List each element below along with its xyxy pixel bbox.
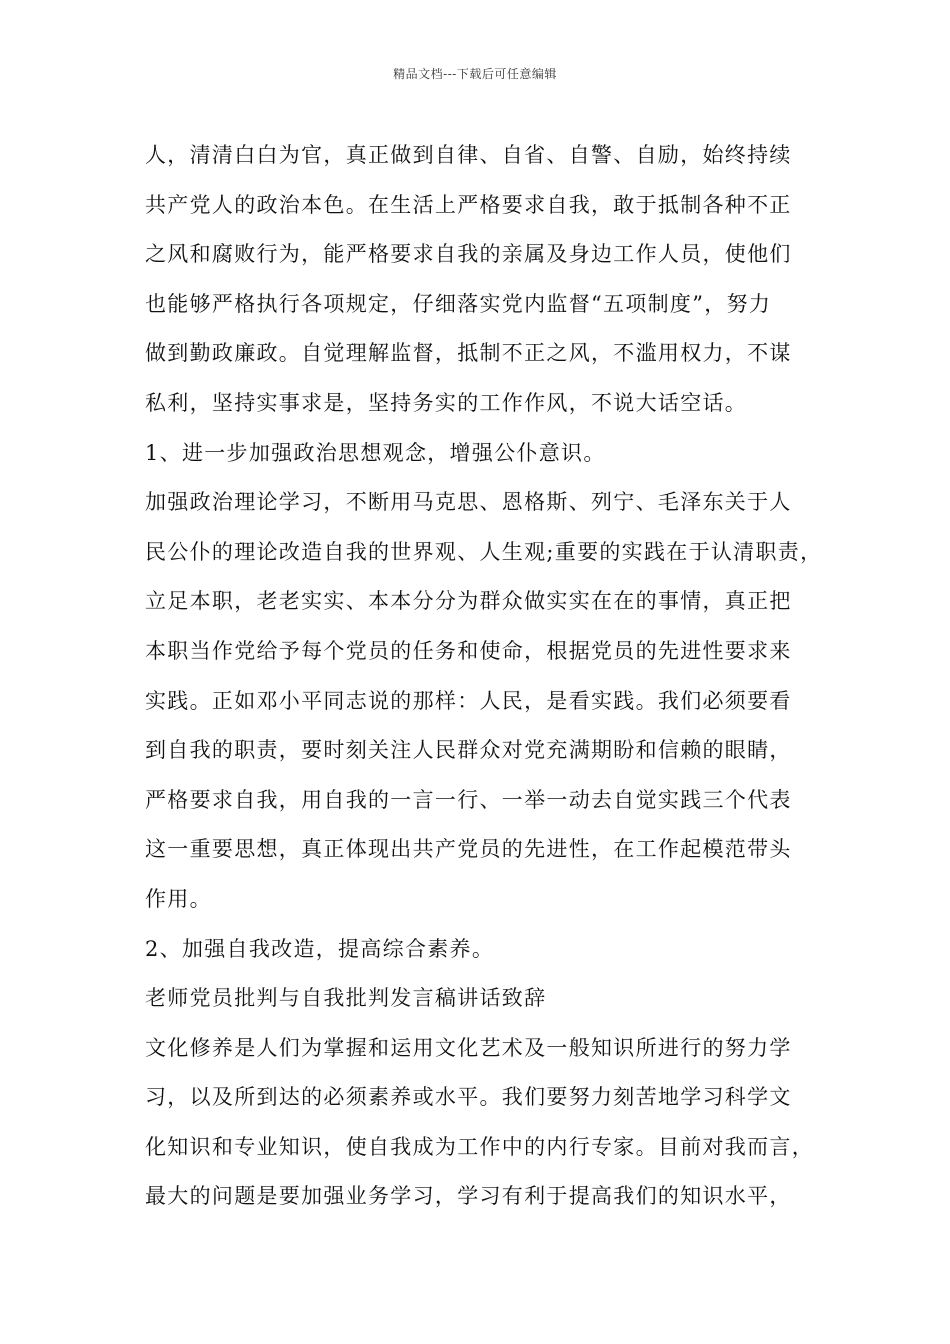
text-line: 习，以及所到达的必须素养或水平。我们要努力刻苦地学习科学文	[145, 1085, 792, 1110]
text-line: 立足本职，老老实实、本本分分为群众做实实在在的事情，真正把	[145, 589, 792, 614]
text-line: 作用。	[145, 886, 212, 911]
text-line: 共产党人的政治本色。在生活上严格要求自我，敢于抵制各种不正	[145, 192, 792, 217]
text-line: 做到勤政廉政。自觉理解监督，抵制不正之风，不滥用权力，不谋	[145, 341, 792, 366]
text-line: 文化修养是人们为掌握和运用文化艺术及一般知识所进行的努力学	[145, 1035, 792, 1060]
page-header: 精品文档---下载后可任意编辑	[393, 67, 557, 81]
text-line: 之风和腐败行为，能严格要求自我的亲属及身边工作人员，使他们	[145, 242, 792, 267]
text-line: 民公仆的理论改造自我的世界观、人生观;重要的实践在于认清职责，	[145, 539, 823, 564]
text-line: 本职当作党给予每个党员的任务和使命，根据党员的先进性要求来	[145, 638, 792, 663]
text-line: 也能够严格执行各项规定，仔细落实党内监督“五项制度”，努力	[145, 291, 772, 316]
section-heading-1: 1、进一步加强政治思想观念，增强公仆意识。	[145, 440, 606, 465]
text-line: 严格要求自我，用自我的一言一行、一举一动去自觉实践三个代表	[145, 787, 792, 812]
text-line: 到自我的职责，要时刻关注人民群众对党充满期盼和信赖的眼睛，	[145, 738, 792, 763]
text-line: 化知识和专业知识，使自我成为工作中的内行专家。目前对我而言，	[145, 1134, 814, 1159]
section-heading-2: 2、加强自我改造，提高综合素养。	[145, 936, 495, 961]
text-line: 实践。正如邓小平同志说的那样：人民，是看实践。我们必须要看	[145, 688, 792, 713]
document-title-line: 老师党员批判与自我批判发言稿讲话致辞	[145, 986, 547, 1011]
body-text	[145, 131, 845, 1222]
text-line: 私利，坚持实事求是，坚持务实的工作作风，不说大话空话。	[145, 390, 748, 415]
text-line: 这一重要思想，真正体现出共产党员的先进性，在工作起模范带头	[145, 837, 792, 862]
text-line: 加强政治理论学习，不断用马克思、恩格斯、列宁、毛泽东关于人	[145, 490, 792, 515]
text-line: 最大的问题是要加强业务学习，学习有利于提高我们的知识水平，	[145, 1184, 792, 1209]
text-line: 人，清清白白为官，真正做到自律、自省、自警、自励，始终持续	[145, 143, 792, 167]
